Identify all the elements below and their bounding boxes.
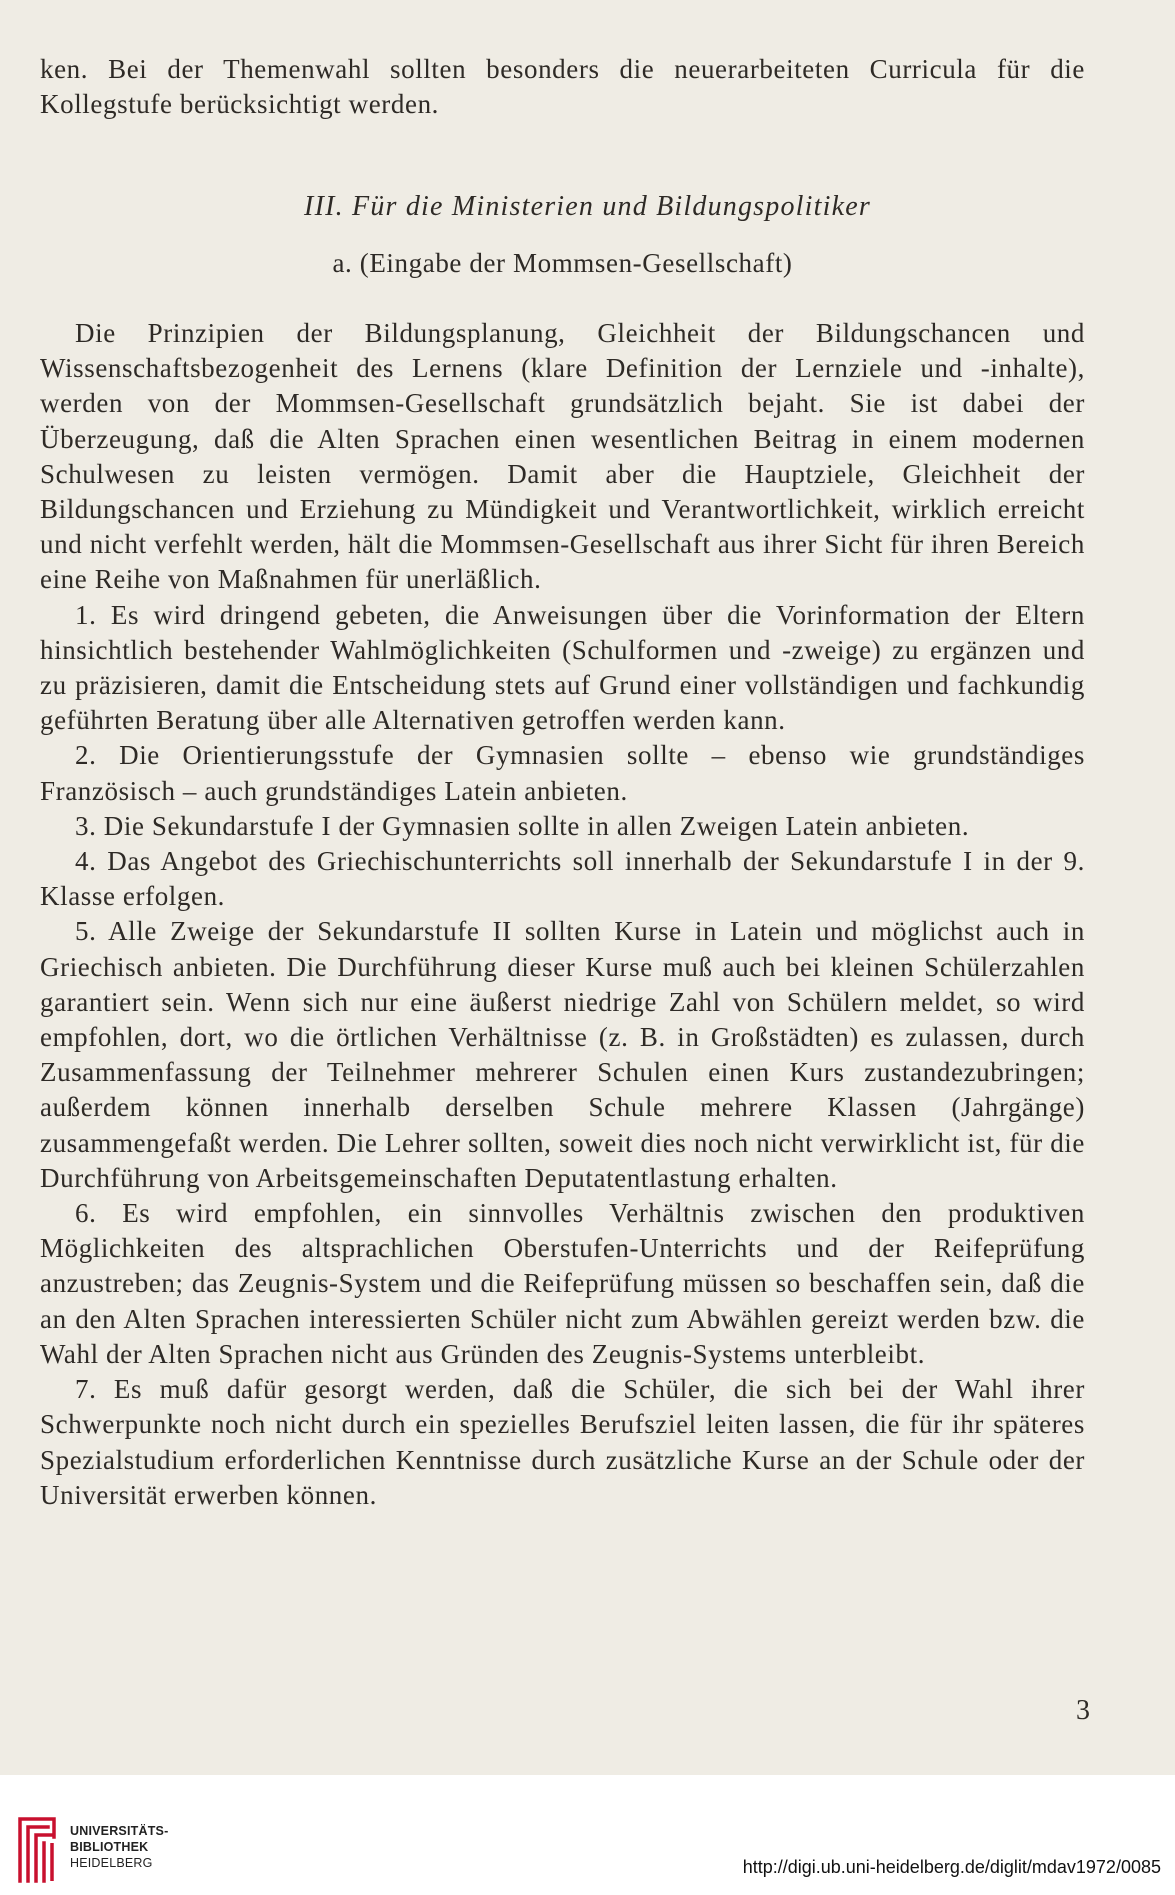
library-name	[70, 1823, 168, 1871]
page-number: 3	[1076, 1695, 1090, 1726]
paragraph-item-2: 2. Die Orientierungsstufe der Gymnasien sollte – ebenso wie grundständiges Französisch – auch grundständiges Latein anbieten.	[40, 740, 1085, 806]
library-name-line-3: HEIDELBERG	[70, 1856, 153, 1870]
section-subheading: a. (Eingabe der Mommsen-Gesellschaft)	[332, 248, 793, 278]
library-logo-icon	[14, 1817, 60, 1883]
paragraph-item-3: 3. Die Sekundarstufe I der Gymnasien sollte in allen Zweigen Latein anbieten.	[75, 810, 970, 841]
section-heading: III. Für die Ministerien und Bildungspolitiker	[304, 191, 871, 222]
library-name-line-2: BIBLIOTHEK	[70, 1840, 149, 1854]
intro-text: ken. Bei der Themenwahl sollten besonders die neuerarbeiteten Curricula für die Kollegstufe berücksichtigt werden.	[40, 54, 1085, 120]
paragraph-item-4: 4. Das Angebot des Griechischunterrichts soll innerhalb der Sekundarstufe I in der 9. Klasse erfolgen.	[40, 846, 1085, 912]
paragraph-item-7: 7. Es muß dafür gesorgt werden, daß die Schüler, die sich bei der Wahl ihrer Schwerpunkte noch nicht durch ein spezielles Berufsziel leiten lassen, die für ihr späteres Spezialstudium erforderlichen Kenntnisse durch zusätzliche Kurse an der Schule oder der Universität erwerben können.	[40, 1374, 1085, 1510]
source-url-link[interactable]: http://digi.ub.uni-heidelberg.de/diglit/mdav1972/0085	[742, 1857, 1161, 1877]
library-name-line-1: UNIVERSITÄTS-	[70, 1824, 169, 1838]
paragraph-intro: Die Prinzipien der Bildungsplanung, Gleichheit der Bildungschancen und Wissenschaftsbezogenheit des Lernens (klare Definition der Lernziele und -inhalte), werden von der Mommsen-Gesellschaft grundsätzlich bejaht. Sie ist dabei der Überzeugung, daß die Alten Sprachen einen wesentlichen Beitrag in einem modernen Schulwesen zu leisten vermögen. Damit aber die Hauptziele, Gleichheit der Bildungschancen und Erziehung zu Mündigkeit und Verantwortlichkeit, wirklich erreicht und nicht verfehlt werden, hält die Mommsen-Gesellschaft aus ihrer Sicht für ihren Bereich eine Reihe von Maßnahmen für unerläßlich.	[40, 318, 1085, 595]
intro-paragraph	[40, 52, 1085, 122]
footer-bar	[0, 1775, 1175, 1895]
body-text	[40, 316, 1085, 1513]
paragraph-item-6: 6. Es wird empfohlen, ein sinnvolles Verhältnis zwischen den produktiven Möglichkeiten des altsprachlichen Oberstufen-Unterrichts und der Reifeprüfung anzustreben; das Zeugnis-System und die Reifeprüfung müssen so beschaffen sein, daß die an den Alten Sprachen interessierten Schüler nicht zum Abwählen gereizt werden bzw. die Wahl der Alten Sprachen nicht aus Gründen des Zeugnis-Systems unterbleibt.	[40, 1198, 1085, 1369]
paragraph-item-1: 1. Es wird dringend gebeten, die Anweisungen über die Vorinformation der Eltern hinsichtlich bestehender Wahlmöglichkeiten (Schulformen und -zweige) zu ergänzen und zu präzisieren, damit die Entscheidung stets auf Grund einer vollständigen und fachkundig geführten Beratung über alle Alternativen getroffen werden kann.	[40, 599, 1085, 736]
paragraph-item-5: 5. Alle Zweige der Sekundarstufe II sollten Kurse in Latein und möglichst auch in Griechisch anbieten. Die Durchführung dieser Kurse muß auch bei kleinen Schülerzahlen garantiert sein. Wenn sich nur eine äußerst niedrige Zahl von Schülern meldet, so wird empfohlen, dort, wo die örtlichen Verhältnisse (z. B. in Großstädten) es zulassen, durch Zusammenfassung der Teilnehmer mehrerer Schulen einen Kurs zustandezubringen; außerdem können innerhalb derselben Schule mehrere Klassen (Jahrgänge) zusammengefaßt werden. Die Lehrer sollten, soweit dies noch nicht verwirklicht ist, für die Durchführung von Arbeitsgemeinschaften Deputatentlastung erhalten.	[40, 916, 1085, 1193]
